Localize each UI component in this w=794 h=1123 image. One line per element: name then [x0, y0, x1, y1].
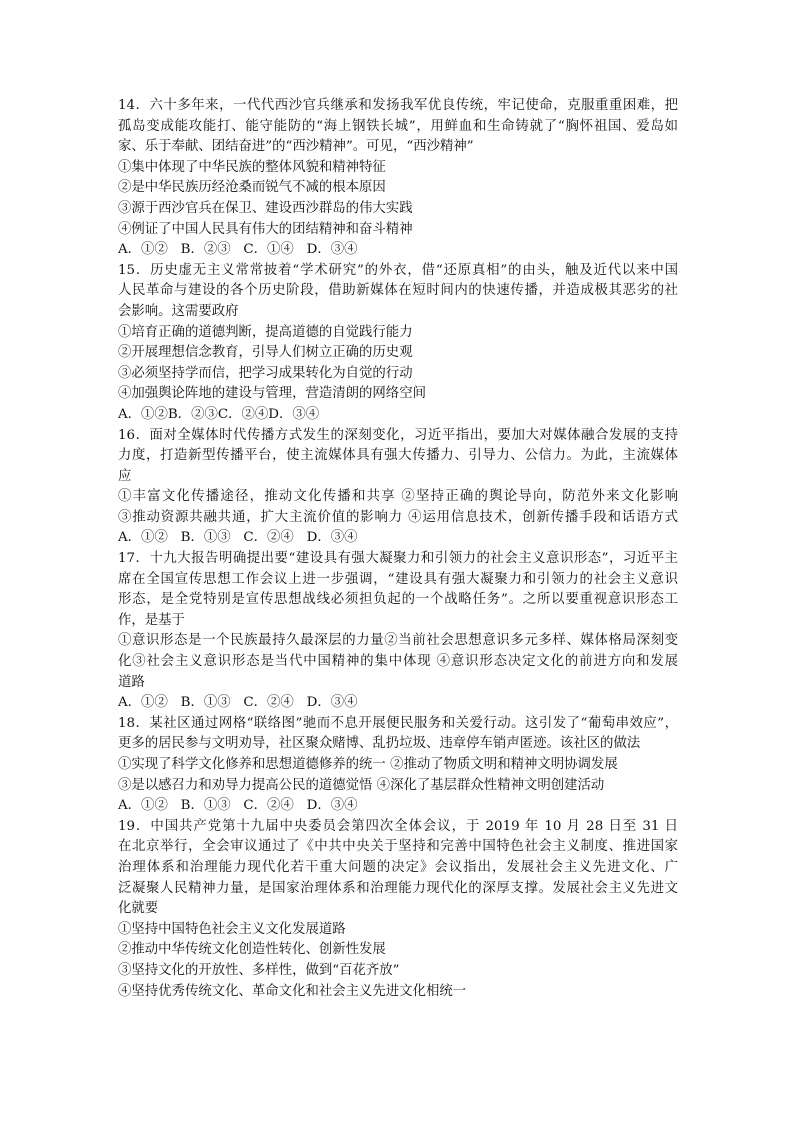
- option-statement: ④坚持优秀传统文化、革命文化和社会主义先进文化相统一: [118, 983, 467, 999]
- answer-choices: A．①② B．②③ C．①④ D．③④: [118, 242, 358, 258]
- option-statement: ③坚持文化的开放性、多样性，做到“百花齐放”: [118, 962, 400, 978]
- question-16: [118, 426, 678, 550]
- question-18: [118, 714, 678, 817]
- question-stem-line: 席在全国宣传思想工作会议上进一步强调，“建设具有强大凝聚力和引领力的社会主义意识: [118, 571, 678, 587]
- question-stem-line: 在北京举行，全会审议通过了《中共中央关于坚持和完善中国特色社会主义制度、推进国家: [118, 839, 678, 855]
- option-statement: ①坚持中国特色社会主义文化发展道路: [118, 921, 346, 937]
- question-stem-line: 19．中国共产党第十九届中央委员会第四次全体会议，于 2019 年 10 月 28 日至 31 日: [118, 818, 678, 834]
- option-statement: 化③社会主义意识形态是当代中国精神的集中体现 ④意识形态决定文化的前进方向和发展: [118, 654, 678, 670]
- question-stem-line: 人民革命与建设的各个历史阶段，借助新媒体在短时间内的快速传播，并造成极其恶劣的社: [118, 283, 678, 299]
- option-statement: ④例证了中国人民具有伟大的团结精神和奋斗精神: [118, 221, 413, 237]
- question-14: [118, 96, 678, 261]
- question-stem-line: 16．面对全媒体时代传播方式发生的深刻变化，习近平指出，要加大对媒体融合发展的支持: [118, 427, 678, 443]
- question-stem-line: 14．六十多年来，一代代西沙官兵继承和发扬我军优良传统，牢记使命，克服重重困难，把: [118, 98, 678, 113]
- option-statement: ②是中华民族历经沧桑而锐气不减的根本原因: [118, 180, 386, 196]
- question-stem-line: 18．某社区通过网格“联络图”驰而不息开展便民服务和关爱行动。这引发了“葡萄串效应”，: [118, 715, 678, 731]
- question-stem-line: 孤岛变成能攻能打、能守能防的“海上钢铁长城”，用鲜血和生命铸就了“胸怀祖国、爱岛如: [118, 118, 678, 134]
- option-statement: ①丰富文化传播途径，推动文化传播和共享 ②坚持正确的舆论导向，防范外来文化影响: [118, 489, 678, 505]
- answer-choices: A．①② B．①③ C．②④ D．③④: [118, 695, 358, 711]
- question-stem-line: 力度，打造新型传播平台，使主流媒体具有强大传播力、引导力、公信力。为此，主流媒体: [118, 448, 678, 464]
- option-statement: ③是以感召力和劝导力提高公民的道德觉悟 ④深化了基层群众性精神文明创建活动: [118, 777, 605, 793]
- option-statement: ②开展理想信念教育，引导人们树立正确的历史观: [118, 345, 413, 361]
- option-statement: ①培育正确的道德判断，提高道德的自觉践行能力: [118, 324, 413, 340]
- question-stem-line: 会影响。这需要政府: [118, 303, 239, 319]
- option-statement: ③源于西沙官兵在保卫、建设西沙群岛的伟大实践: [118, 200, 413, 216]
- question-stem-line: 更多的居民参与文明劝导，社区聚众赌博、乱扔垃圾、违章停车销声匿迹。该社区的做法: [118, 736, 641, 752]
- answer-choices: A．①② B．①③ C．②④ D．③④: [118, 530, 358, 546]
- question-stem-line: 应: [118, 468, 132, 484]
- question-stem-line: 作，是基于: [118, 612, 185, 628]
- question-stem-line: 化就要: [118, 901, 159, 917]
- option-statement: ①集中体现了中华民族的整体风貌和精神特征: [118, 159, 386, 175]
- option-statement: 道路: [118, 674, 145, 690]
- option-statement: ①意识形态是一个民族最持久最深层的力量②当前社会思想意识多元多样、媒体格局深刻变: [118, 633, 678, 649]
- exam-page: [118, 96, 678, 1002]
- question-stem-line: 形态，是全党特别是宣传思想战线必须担负起的一个战略任务”。之所以要重视意识形态工: [118, 592, 678, 608]
- option-statement: ①实现了科学文化修养和思想道德修养的统一 ②推动了物质文明和精神文明协调发展: [118, 757, 618, 772]
- option-statement: ③推动资源共融共通，扩大主流价值的影响力 ④运用信息技术，创新传播手段和话语方式: [118, 509, 678, 525]
- option-statement: ③必须坚持学而信，把学习成果转化为自觉的行动: [118, 365, 413, 381]
- question-15: [118, 261, 678, 426]
- answer-choices: A．①②B．②③C．②④D．③④: [118, 406, 320, 422]
- question-stem-line: 17．十九大报告明确提出要“建设具有强大凝聚力和引领力的社会主义意识形态”，习近平主: [118, 551, 678, 567]
- option-statement: ②推动中华传统文化创造性转化、创新性发展: [118, 942, 386, 958]
- answer-choices: A．①② B．①③ C．②④ D．③④: [118, 798, 358, 814]
- question-stem-line: 泛凝聚人民精神力量，是国家治理体系和治理能力现代化的深厚支撑。发展社会主义先进文: [118, 880, 678, 896]
- option-statement: ④加强舆论阵地的建设与管理，营造清朗的网络空间: [118, 386, 426, 402]
- question-19: [118, 817, 678, 1002]
- question-17: [118, 549, 678, 714]
- question-stem-line: 家、乐于奉献、团结奋进”的“西沙精神”。可见，“西沙精神”: [118, 139, 474, 155]
- question-stem-line: 治理体系和治理能力现代化若干重大问题的决定》会议指出，发展社会主义先进文化、广: [118, 859, 678, 875]
- question-stem-line: 15．历史虚无主义常常披着“学术研究”的外衣，借“还原真相”的由头，触及近代以来中国: [118, 262, 678, 278]
